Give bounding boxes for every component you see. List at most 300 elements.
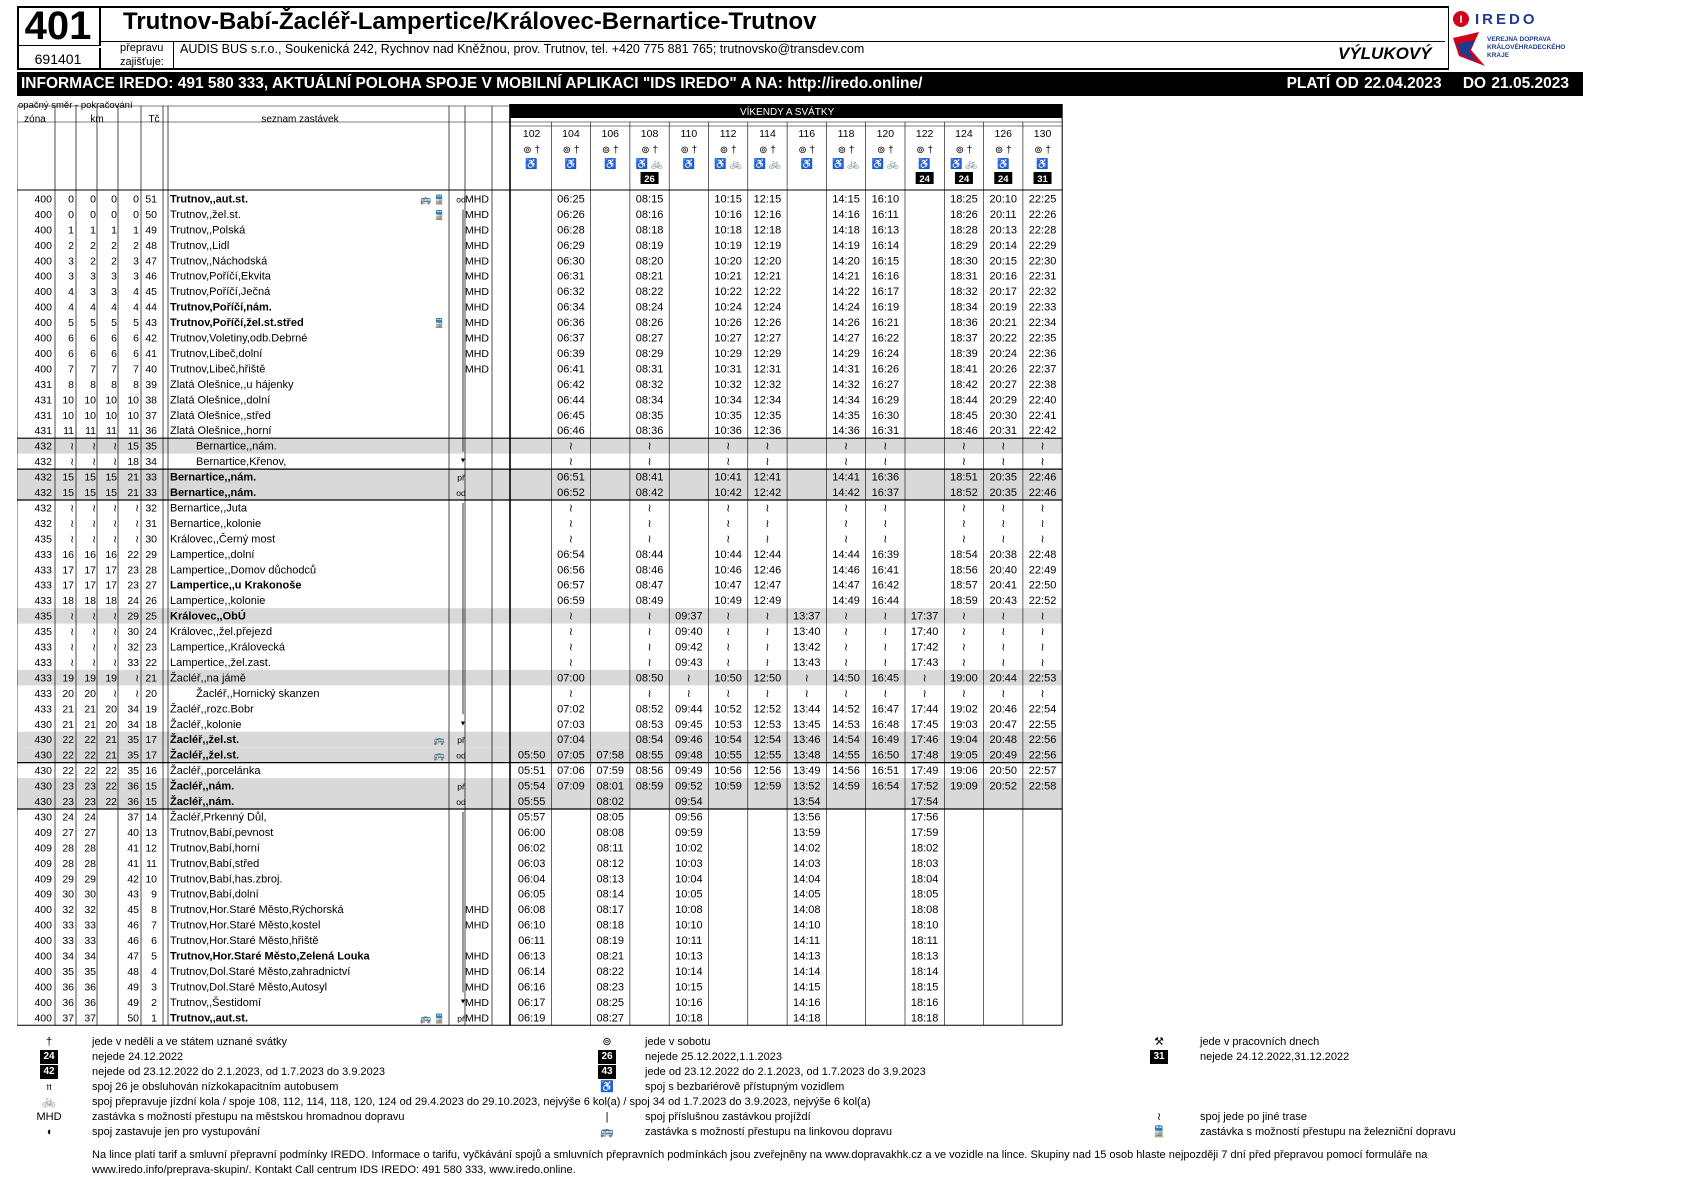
stop-tc: 46: [145, 270, 157, 283]
footer-note-2: www.iredo.info/preprava-skupin/. Kontakt Call centrum IDS IREDO: 491 580 333, www.iredo.online.: [92, 1164, 576, 1176]
departure-time: 06:51: [557, 471, 585, 484]
departure-time: 10:20: [714, 255, 742, 268]
logo-caption-wrap: [1487, 36, 1583, 70]
stop-zone: 432: [34, 471, 52, 484]
departure-time: 22:58: [1028, 780, 1057, 793]
departure-time: 16:26: [871, 363, 900, 376]
departure-time: 10:53: [714, 718, 742, 731]
departure-time: ≀: [726, 687, 731, 700]
departure-time: 22:50: [1028, 579, 1057, 592]
stop-zone: 400: [34, 208, 52, 221]
trip-service-symbols: ♿ 🚲: [950, 159, 978, 170]
departure-time: 14:16: [792, 996, 821, 1009]
trip-number: 124: [955, 128, 973, 140]
departure-time: 16:16: [871, 270, 900, 283]
departure-time: 16:41: [871, 564, 900, 577]
departure-time: ≀: [883, 440, 888, 453]
departure-time: 08:47: [635, 579, 664, 592]
trip-day-symbols: ⊚ †: [994, 145, 1012, 156]
stop-tc: 31: [145, 517, 157, 530]
departure-time: 09:42: [675, 641, 703, 654]
operator-divider: [173, 41, 174, 70]
trip-number: 116: [798, 128, 816, 140]
trip-note-number: 24: [997, 174, 1009, 185]
trip-service-symbols: ♿: [604, 159, 617, 170]
departure-time: ≀: [568, 610, 574, 623]
departure-time: 05:55: [517, 796, 546, 808]
stop-km: 20: [62, 687, 74, 700]
departure-time: 22:26: [1028, 208, 1057, 221]
stop-tc: 10: [145, 873, 157, 886]
footnote-symbol: 42: [40, 1065, 58, 1079]
departure-time: 14:31: [832, 363, 860, 376]
departure-time: ≀: [1040, 517, 1045, 530]
departure-time: ≀: [765, 610, 770, 623]
departure-time: 13:44: [792, 703, 821, 716]
departure-time: 10:15: [714, 193, 742, 206]
stop-zone: 432: [34, 456, 52, 469]
departure-time: 06:30: [557, 255, 585, 268]
departure-time: 16:51: [871, 765, 900, 778]
stop-km: 28: [62, 857, 74, 870]
departure-time: 12:49: [753, 595, 782, 608]
departure-time: 14:29: [832, 347, 860, 360]
departure-time: 22:53: [1028, 672, 1057, 685]
stop-km: 0: [111, 208, 117, 221]
trip-day-symbols: ⊚ †: [955, 145, 973, 156]
stop-zone: 409: [34, 888, 52, 901]
stop-km: 29: [127, 610, 139, 623]
departure-time: 16:10: [871, 193, 900, 206]
stop-tc: 3: [151, 981, 157, 994]
departure-time: ≀: [961, 502, 967, 515]
trip-day-symbols: ⊚ †: [1034, 145, 1051, 156]
departure-time: 08:15: [635, 193, 664, 206]
stop-km: 2: [133, 239, 139, 252]
departure-time: ≀: [1001, 517, 1006, 530]
stop-od-flag: od: [456, 750, 466, 761]
departure-time: 12:29: [753, 347, 782, 360]
stop-tc: 7: [151, 919, 157, 932]
info-bar: [17, 72, 1583, 96]
departure-time: 06:04: [517, 873, 546, 886]
stop-mhd: MHD: [465, 904, 489, 917]
stop-zone: 433: [34, 687, 52, 700]
stop-name: Trutnov,,Šestidomí: [170, 996, 262, 1009]
trip-number: 106: [601, 128, 620, 140]
trip-day-symbols: ⊚ †: [759, 145, 776, 156]
footnote-text: zastávka s možností přestupu na městskou hromadnou dopravu: [92, 1111, 405, 1123]
stop-tc: 42: [145, 332, 157, 345]
departure-time: 17:42: [910, 641, 939, 654]
trip-day-symbols: ⊚ †: [680, 145, 698, 156]
departure-time: 06:16: [517, 981, 546, 994]
stop-zone: 430: [34, 796, 52, 808]
departure-time: 18:08: [910, 904, 939, 917]
departure-time: 08:27: [596, 1012, 625, 1025]
footnote-text: jede v sobotu: [645, 1036, 711, 1048]
departure-time: ≀: [765, 502, 770, 515]
departure-time: 14:46: [832, 564, 860, 577]
stop-name: Trutnov,,Polská: [170, 224, 246, 237]
stop-km: 21: [127, 487, 139, 499]
stop-km: 5: [90, 317, 96, 330]
stop-zone: 433: [34, 595, 52, 608]
departure-time: 18:26: [950, 208, 978, 221]
departure-time: ≀: [883, 502, 888, 515]
departure-time: ≀: [726, 440, 731, 453]
stop-km: 6: [68, 332, 74, 345]
stop-zone: 430: [34, 734, 52, 747]
stop-km: 32: [62, 904, 74, 917]
trip-service-symbols: ♿: [1036, 159, 1049, 170]
stop-name: Trutnov,Babí,horní: [170, 842, 260, 855]
departure-time: 14:03: [792, 857, 821, 870]
departure-time: ≀: [726, 626, 731, 639]
departure-time: ≀: [1040, 687, 1045, 700]
departure-time: 17:46: [910, 734, 939, 747]
stop-km: 49: [127, 996, 139, 1009]
stop-km: 46: [127, 935, 139, 948]
departure-time: ≀: [843, 533, 849, 546]
footnote-text: spoj s bezbariérově přístupným vozidlem: [645, 1081, 845, 1093]
departure-time: 18:18: [910, 1012, 939, 1025]
departure-time: ≀: [961, 656, 967, 669]
departure-time: 12:52: [753, 703, 782, 716]
departure-time: ≀: [843, 502, 849, 515]
departure-time: 20:38: [989, 548, 1018, 561]
operator-info: AUDIS BUS s.r.o., Soukenická 242, Rychnov nad Kněžnou, prov. Trutnov, tel. +420 775 881 765; trutnovsko@transdev.com: [180, 42, 865, 56]
trip-service-symbols: ♿: [682, 159, 696, 170]
departure-time: 10:56: [714, 765, 742, 778]
footnote-symbol: 24: [40, 1050, 58, 1064]
departure-time: ≀: [843, 440, 849, 453]
departure-time: 09:43: [675, 656, 703, 669]
stop-name: Královec,,Černý most: [170, 533, 276, 546]
stop-km: 2: [111, 239, 117, 252]
stop-km: 8: [90, 378, 96, 391]
departure-time: 09:46: [675, 734, 703, 747]
departure-time: 09:37: [675, 610, 703, 623]
departure-time: 06:56: [557, 564, 585, 577]
departure-time: 08:31: [635, 363, 664, 376]
trip-note-number: 31: [1037, 174, 1048, 185]
stop-od-flag: př: [457, 1013, 465, 1024]
departure-time: 10:14: [675, 965, 703, 978]
departure-time: ≀: [765, 641, 770, 654]
departure-time: 10:42: [714, 487, 742, 499]
stop-km: 2: [111, 255, 117, 268]
departure-time: 06:57: [557, 579, 585, 592]
departure-time: 08:21: [635, 270, 664, 283]
direction-note: opačný směr - pokračování: [18, 100, 133, 111]
departure-time: 08:23: [596, 981, 625, 994]
footnote-symbol: 𝔫: [46, 1081, 52, 1093]
departure-time: 16:50: [871, 749, 900, 762]
departure-time: ≀: [726, 517, 731, 530]
stop-km: ≀: [92, 641, 96, 654]
footnote-text: spoj příslušnou zastávkou projíždí: [645, 1111, 811, 1123]
stop-zone: 400: [34, 317, 52, 330]
departure-time: 20:40: [989, 564, 1018, 577]
departure-time: ≀: [568, 533, 574, 546]
stop-name: Žacléř,,rozc.Bobr: [170, 703, 254, 716]
stop-name: Zlatá Olešnice,,dolní: [170, 394, 271, 407]
stop-tc: 17: [145, 734, 157, 747]
departure-time: ≀: [1040, 610, 1045, 623]
stop-km: 11: [128, 425, 139, 438]
trip-day-symbols: ⊚ †: [719, 145, 737, 156]
footnote-symbol: MHD: [36, 1111, 62, 1123]
stop-name: Bernartice,,Juta: [170, 502, 248, 515]
departure-time: 14:05: [792, 888, 821, 901]
departure-time: 05:54: [517, 780, 546, 793]
stop-name: Trutnov,Poříčí,nám.: [170, 301, 272, 314]
logo-text: IREDO: [1475, 11, 1538, 28]
departure-time: 22:25: [1028, 193, 1057, 206]
stop-zone: 409: [34, 873, 52, 886]
stop-km: 33: [62, 935, 74, 948]
footnote-symbol: ⊚: [602, 1036, 612, 1048]
departure-time: 06:11: [518, 935, 546, 948]
departure-time: 06:44: [557, 394, 585, 407]
stop-name: Trutnov,,aut.st.: [170, 193, 249, 206]
passthrough-arrow: ▼: [459, 720, 467, 728]
departure-time: 18:15: [910, 981, 939, 994]
departure-time: 17:52: [910, 780, 939, 793]
departure-time: 13:48: [792, 749, 821, 762]
stop-od-flag: př: [457, 781, 465, 792]
departure-time: ≀: [1001, 456, 1006, 469]
stop-km: 10: [84, 394, 96, 407]
departure-time: 14:36: [832, 425, 860, 438]
departure-time: 18:29: [950, 239, 978, 252]
departure-time: ≀: [961, 456, 967, 469]
stop-km: 35: [127, 749, 139, 762]
departure-time: 20:49: [989, 749, 1018, 762]
stop-km: 37: [127, 811, 139, 824]
stop-km: 4: [90, 301, 96, 314]
stop-km: 46: [127, 919, 139, 932]
trip-number: 120: [876, 128, 895, 140]
departure-time: 12:44: [753, 548, 782, 561]
stop-km: 6: [111, 332, 117, 345]
stop-zone: 431: [34, 394, 52, 407]
departure-time: 10:54: [714, 734, 742, 747]
stop-mhd: MHD: [465, 286, 489, 299]
departure-time: ≀: [843, 656, 849, 669]
departure-time: 13:56: [792, 811, 821, 824]
departure-time: 08:14: [596, 888, 625, 901]
stop-km: 32: [127, 641, 139, 654]
stop-transfer-icons: 🚌 🚆: [420, 194, 445, 205]
departure-time: 14:34: [832, 394, 860, 407]
footnote-symbol: ♿: [600, 1081, 614, 1093]
departure-time: 08:13: [596, 873, 625, 886]
footnote-symbol: ≀: [1156, 1111, 1162, 1123]
departure-time: ≀: [726, 656, 731, 669]
departure-time: ≀: [1001, 610, 1006, 623]
stop-name: Lampertice,,kolonie: [170, 595, 266, 608]
stop-km: ≀: [92, 440, 96, 453]
departure-time: 10:52: [714, 703, 742, 716]
departure-time: 08:50: [635, 672, 664, 685]
departure-time: ≀: [726, 641, 731, 654]
departure-time: 18:32: [950, 286, 978, 299]
departure-time: 12:56: [753, 765, 782, 778]
stop-km: ≀: [135, 687, 139, 700]
stop-zone: 431: [34, 378, 52, 391]
departure-time: 06:42: [557, 378, 585, 391]
departure-time: 06:52: [557, 487, 585, 499]
stop-km: 36: [62, 981, 74, 994]
trip-number: 114: [759, 128, 776, 140]
departure-time: 10:04: [675, 873, 703, 886]
stop-km: 7: [111, 363, 117, 376]
stop-zone: 435: [34, 626, 52, 639]
stop-km: ≀: [135, 517, 139, 530]
stop-km: 15: [62, 471, 74, 484]
departure-time: 06:03: [517, 857, 546, 870]
departure-time: 18:31: [950, 270, 978, 283]
departure-time: ≀: [647, 626, 652, 639]
departure-time: 14:50: [832, 672, 860, 685]
line-number: 401: [17, 6, 101, 46]
departure-time: 14:16: [832, 208, 860, 221]
trip-number: 102: [522, 128, 541, 140]
stop-name: Žacléř,,žel.st.: [170, 734, 240, 747]
departure-time: ≀: [647, 656, 652, 669]
trip-note-number: 26: [644, 174, 655, 185]
trip-day-symbols: ⊚ †: [562, 145, 580, 156]
stop-transfer-icons: 🚆: [433, 209, 445, 220]
departure-time: 22:33: [1028, 301, 1057, 314]
trip-service-symbols: ♿: [997, 159, 1010, 170]
trip-day-symbols: ⊚ †: [523, 145, 541, 156]
departure-time: 10:36: [714, 425, 742, 438]
stop-km: 10: [127, 394, 139, 407]
stop-km: ≀: [92, 502, 96, 515]
departure-time: 06:36: [557, 317, 585, 330]
stop-km: ≀: [135, 672, 139, 685]
departure-time: 08:08: [596, 826, 625, 839]
departure-time: 19:09: [950, 780, 978, 793]
departure-time: 16:49: [871, 734, 900, 747]
stop-km: 20: [105, 703, 117, 716]
departure-time: ≀: [726, 610, 731, 623]
departure-time: 12:53: [753, 718, 782, 731]
departure-time: ≀: [647, 517, 652, 530]
stop-km: 16: [62, 548, 74, 561]
departure-time: 16:17: [871, 286, 900, 299]
trip-service-symbols: ♿ 🚲: [714, 159, 742, 170]
stop-zone: 430: [34, 718, 52, 731]
stop-km: ≀: [113, 656, 117, 669]
trip-number: 122: [915, 128, 934, 140]
stop-km: 15: [105, 471, 117, 484]
row-bg: [17, 685, 1062, 700]
departure-time: 10:50: [714, 672, 742, 685]
departure-time: 12:18: [753, 224, 782, 237]
stop-mhd: MHD: [465, 965, 489, 978]
departure-time: 16:19: [871, 301, 900, 314]
stop-od-flag: př: [457, 472, 465, 483]
departure-time: 18:16: [910, 996, 939, 1009]
stop-tc: 47: [145, 255, 157, 268]
stop-zone: 433: [34, 564, 52, 577]
trip-service-symbols: ♿: [564, 159, 578, 170]
stop-name: Trutnov,Babí,dolní: [170, 888, 259, 901]
stop-tc: 44: [145, 301, 157, 314]
departure-time: ≀: [883, 626, 888, 639]
stop-zone: 400: [34, 301, 52, 314]
footnote-text: spoj přepravuje jízdní kola / spoje 108, 112, 114, 118, 120, 124 od 29.4.2023 do 29.10.2023, nejvýše 6 kol(a) / spoj 34 od 1.7.2023 do 3.9.2023, nejvýše 6 kol(a): [92, 1096, 871, 1108]
stop-tc: 15: [145, 796, 157, 808]
stop-tc: 25: [145, 610, 157, 623]
stop-zone: 430: [34, 765, 52, 778]
departure-time: 22:46: [1028, 471, 1057, 484]
departure-time: 07:02: [557, 703, 585, 716]
trip-service-symbols: ♿ 🚲: [871, 159, 900, 170]
stop-mhd: MHD: [465, 996, 489, 1009]
departure-time: 12:24: [753, 301, 782, 314]
departure-time: 22:48: [1028, 548, 1057, 561]
stop-mhd: MHD: [465, 950, 489, 963]
departure-time: ≀: [1001, 656, 1006, 669]
departure-time: 09:52: [675, 780, 703, 793]
departure-time: 13:42: [792, 641, 821, 654]
departure-time: 05:57: [517, 811, 546, 824]
departure-time: ≀: [568, 456, 574, 469]
departure-time: ≀: [1040, 626, 1045, 639]
stop-tc: 35: [145, 440, 157, 453]
departure-time: 06:34: [557, 301, 585, 314]
stop-mhd: MHD: [465, 317, 489, 330]
departure-time: 06:31: [557, 270, 585, 283]
stop-km: 35: [127, 734, 139, 747]
trip-note-number: 24: [958, 174, 970, 185]
departure-time: 20:17: [989, 286, 1018, 299]
departure-time: ≀: [1040, 440, 1045, 453]
stop-km: ≀: [113, 687, 117, 700]
stop-km: ≀: [113, 533, 117, 546]
departure-time: 12:20: [753, 255, 782, 268]
departure-time: ≀: [765, 440, 770, 453]
departure-time: 16:13: [871, 224, 900, 237]
stop-name: Trutnov,Hor.Staré Město,hřiště: [170, 935, 319, 948]
departure-time: 08:22: [596, 965, 625, 978]
departure-time: 08:19: [596, 935, 625, 948]
departure-time: 06:10: [517, 919, 546, 932]
stop-km: 5: [111, 317, 117, 330]
departure-time: 20:24: [989, 347, 1018, 360]
departure-time: 13:52: [792, 780, 821, 793]
departure-time: 14:27: [832, 332, 860, 345]
departure-time: 18:34: [950, 301, 978, 314]
iredo-logo-graphic: [1449, 6, 1583, 70]
stop-name: Trutnov,Hor.Staré Město,Rýchorská: [170, 904, 344, 917]
departure-time: ≀: [726, 533, 731, 546]
stop-km: 6: [90, 347, 96, 360]
stop-zone: 400: [34, 239, 52, 252]
departure-time: 08:22: [635, 286, 664, 299]
stop-km: 23: [127, 579, 139, 592]
trip-note-number: 24: [919, 174, 930, 185]
stop-name: Žacléř,,Hornický skanzen: [196, 687, 320, 700]
stop-km: 15: [62, 487, 74, 499]
stop-km: 28: [62, 842, 74, 855]
stop-km: 15: [105, 487, 117, 499]
